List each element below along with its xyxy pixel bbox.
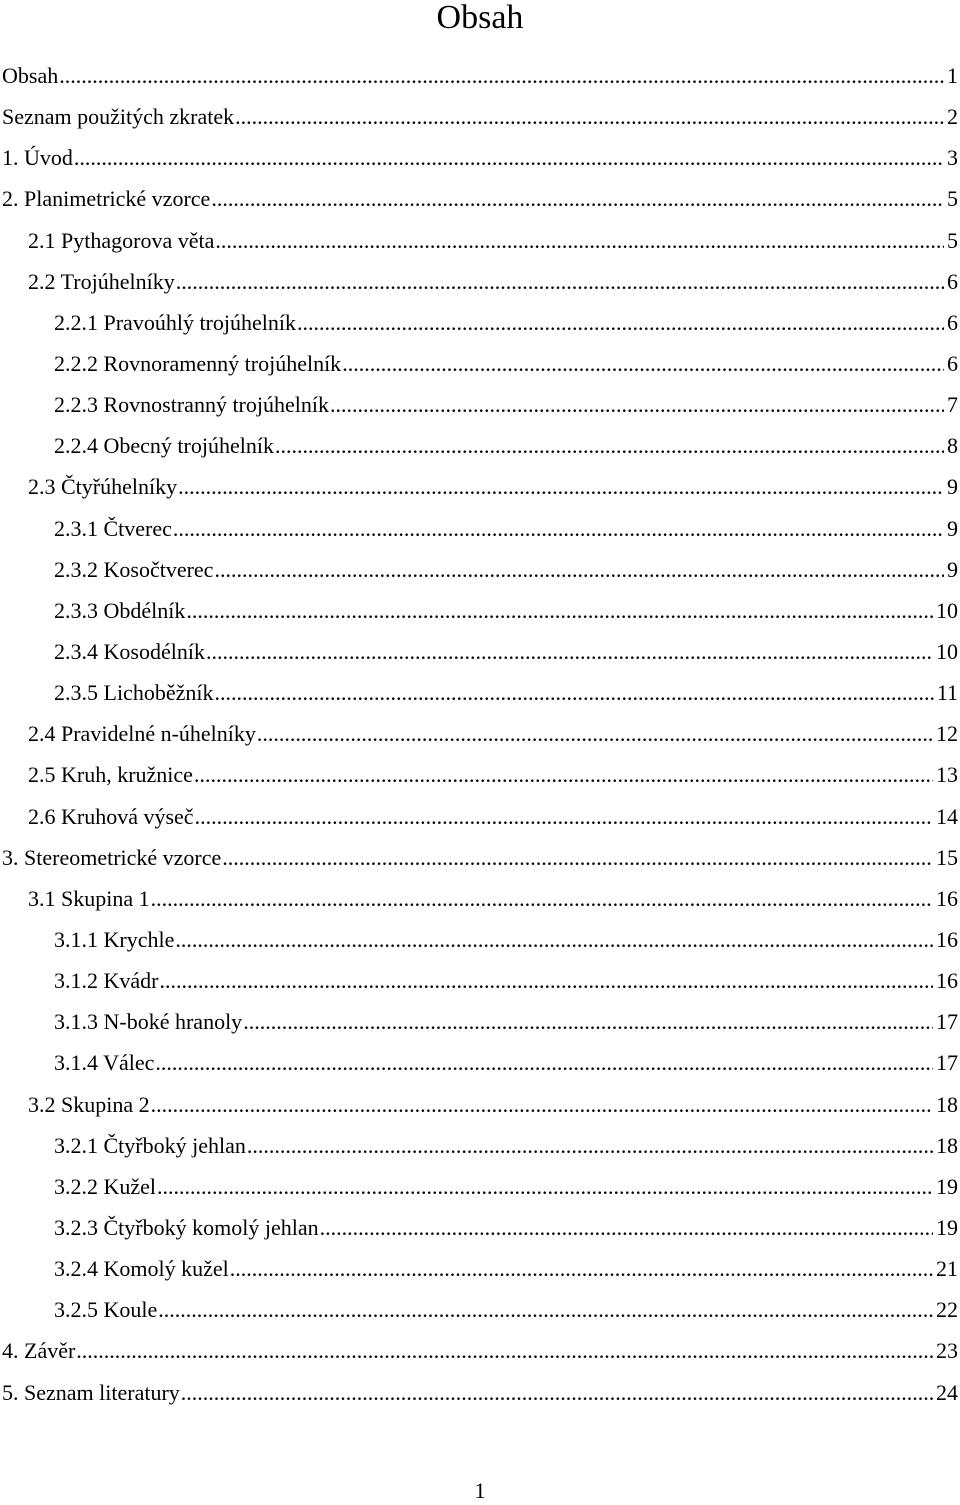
toc-entry[interactable]: [0, 261, 960, 302]
toc-entry-page: 3: [947, 145, 958, 171]
toc-leader-dots: [320, 1215, 933, 1241]
toc-entry-label: 3.1.2 Kvádr: [54, 968, 159, 994]
toc-entry-label: 4. Závěr: [2, 1338, 76, 1364]
toc-entry-page: 15: [936, 844, 958, 870]
toc-entry[interactable]: [0, 1248, 960, 1289]
toc-entry-page: 19: [936, 1173, 958, 1199]
toc-entry-label: 2. Planimetrické vzorce: [2, 186, 211, 212]
toc-entry-label: 2.2.3 Rovnostranný trojúhelník: [54, 392, 329, 418]
toc-entry-label: Obsah: [2, 63, 59, 88]
toc-entry[interactable]: [0, 1125, 960, 1166]
toc-entry-label: 3.2 Skupina 2: [28, 1091, 150, 1117]
toc-entry[interactable]: [0, 1207, 960, 1248]
toc-leader-dots: [230, 1256, 933, 1282]
toc-leader-dots: [157, 1174, 933, 1200]
toc-entry-label: 2.3.4 Kosodélník: [54, 638, 205, 664]
toc-entry[interactable]: [0, 384, 960, 425]
toc-entry-page: 9: [947, 474, 958, 500]
toc-entry-page: 9: [947, 515, 958, 541]
toc-entry-label: 2.2 Trojúhelníky: [28, 268, 175, 294]
toc-entry[interactable]: [0, 837, 960, 878]
toc-leader-dots: [275, 433, 944, 459]
toc-entry[interactable]: [0, 178, 960, 219]
toc-entry-label: 2.4 Pravidelné n-úhelníky: [28, 721, 256, 747]
toc-entry-page: 24: [936, 1379, 958, 1405]
toc-entry-page: 5: [947, 227, 958, 253]
toc-leader-dots: [159, 968, 933, 994]
toc-entry-page: 6: [947, 309, 958, 335]
toc-leader-dots: [176, 269, 944, 295]
toc-entry-label: 5. Seznam literatury: [2, 1379, 180, 1405]
toc-entry-label: 2.2.4 Obecný trojúhelník: [54, 433, 274, 459]
toc-entry-page: 6: [947, 350, 958, 376]
toc-leader-dots: [74, 145, 944, 171]
toc-leader-dots: [330, 392, 944, 418]
toc-entry[interactable]: [0, 1289, 960, 1330]
toc-entry-page: 2: [947, 104, 958, 130]
toc-entry-label: 2.3.1 Čtverec: [54, 515, 172, 541]
toc-leader-dots: [222, 845, 933, 871]
toc-entry-label: 2.3.5 Lichoběžník: [54, 680, 214, 706]
toc-entry[interactable]: [0, 1042, 960, 1083]
toc-entry-label: 3.1.1 Krychle: [54, 926, 175, 952]
toc-leader-dots: [194, 762, 933, 788]
toc-entry-page: 21: [936, 1256, 958, 1282]
toc-entry[interactable]: [0, 302, 960, 343]
toc-entry-label: 3.1.3 N-boké hranoly: [54, 1009, 243, 1035]
toc-entry-page: 16: [936, 885, 958, 911]
page-number: 1: [474, 1478, 486, 1503]
toc-entry-label: 1. Úvod: [2, 145, 73, 171]
toc-entry[interactable]: [0, 137, 960, 178]
toc-entry-page: 1: [947, 63, 958, 88]
toc-leader-dots: [342, 351, 944, 377]
toc-entry[interactable]: [0, 672, 960, 713]
toc-entry[interactable]: [0, 1330, 960, 1371]
toc-entry-label: 2.3 Čtyřúhelníky: [28, 474, 178, 500]
toc-entry[interactable]: [0, 343, 960, 384]
toc-leader-dots: [155, 1050, 933, 1076]
toc-entry-label: 3.1 Skupina 1: [28, 885, 150, 911]
toc-entry-page: 12: [936, 721, 958, 747]
toc-entry-page: 17: [936, 1050, 958, 1076]
toc-entry-page: 19: [936, 1214, 958, 1240]
toc-entry-page: 10: [936, 638, 958, 664]
toc-entry-label: 2.5 Kruh, kružnice: [28, 762, 193, 788]
toc-entry[interactable]: [0, 1166, 960, 1207]
toc-entry-label: 2.3.2 Kosočtverec: [54, 556, 214, 582]
toc-entry-page: 6: [947, 268, 958, 294]
toc-entry-page: 16: [936, 968, 958, 994]
toc-entry[interactable]: [0, 631, 960, 672]
toc-entry[interactable]: [0, 1001, 960, 1042]
toc-entry-label: 3.2.1 Čtyřboký jehlan: [54, 1132, 246, 1158]
toc-entry[interactable]: [0, 796, 960, 837]
toc-entry-label: 3.1.4 Válec: [54, 1050, 155, 1076]
toc-entry[interactable]: [0, 220, 960, 261]
toc-entry[interactable]: [0, 1084, 960, 1125]
toc-entry-label: 2.1 Pythagorova věta: [28, 227, 215, 253]
toc-leader-dots: [257, 721, 933, 747]
toc-entry[interactable]: [0, 55, 960, 96]
toc-entry-page: 9: [947, 556, 958, 582]
toc-entry-label: 2.3.3 Obdélník: [54, 597, 186, 623]
toc-entry-label: 3.2.5 Koule: [54, 1297, 158, 1323]
toc-leader-dots: [186, 598, 933, 624]
toc-entry-page: 5: [947, 186, 958, 212]
toc-entry-page: 7: [947, 392, 958, 418]
toc-entry-label: 2.2.2 Rovnoramenný trojúhelník: [54, 350, 342, 376]
toc-leader-dots: [59, 63, 944, 89]
toc-leader-dots: [158, 1297, 933, 1323]
toc-entry-label: 3.2.2 Kužel: [54, 1173, 157, 1199]
toc-leader-dots: [175, 927, 933, 953]
toc-entry[interactable]: [0, 466, 960, 507]
toc-leader-dots: [211, 186, 944, 212]
toc-leader-dots: [181, 1380, 933, 1406]
toc-leader-dots: [297, 310, 944, 336]
toc-leader-dots: [214, 680, 933, 706]
page-title: Obsah: [436, 0, 524, 36]
toc-entry[interactable]: [0, 590, 960, 631]
toc-leader-dots: [206, 639, 933, 665]
toc-leader-dots: [151, 1092, 933, 1118]
toc-leader-dots: [151, 886, 933, 912]
toc-entry[interactable]: [0, 1372, 960, 1413]
toc-entry-page: 8: [947, 433, 958, 459]
toc-entry-page: 11: [936, 680, 958, 706]
toc-leader-dots: [173, 516, 944, 542]
toc-entry-page: 18: [936, 1091, 958, 1117]
toc-entry-label: 3.2.3 Čtyřboký komolý jehlan: [54, 1214, 319, 1240]
toc-leader-dots: [243, 1009, 933, 1035]
toc-entry-page: 17: [936, 1009, 958, 1035]
toc-entry-page: 23: [936, 1338, 958, 1364]
toc-entry-page: 10: [936, 597, 958, 623]
toc-entry[interactable]: [0, 960, 960, 1001]
toc-entry[interactable]: [0, 425, 960, 466]
toc-entry-page: 22: [936, 1297, 958, 1323]
toc-entry-page: 18: [936, 1132, 958, 1158]
toc-entry[interactable]: [0, 878, 960, 919]
toc-entry-label: 3.2.4 Komolý kužel: [54, 1256, 229, 1282]
toc-entry[interactable]: [0, 713, 960, 754]
toc-entry-page: 16: [936, 926, 958, 952]
toc-entry[interactable]: [0, 508, 960, 549]
toc-leader-dots: [178, 474, 944, 500]
toc-leader-dots: [235, 104, 944, 130]
toc-entry[interactable]: [0, 919, 960, 960]
toc-leader-dots: [247, 1133, 933, 1159]
toc-entry-label: 2.2.1 Pravoúhlý trojúhelník: [54, 309, 296, 335]
toc-entry[interactable]: [0, 96, 960, 137]
toc-entry-label: Seznam použitých zkratek: [2, 104, 235, 130]
toc-entry[interactable]: [0, 549, 960, 590]
toc-entry-page: 14: [936, 803, 958, 829]
toc-entry-label: 3. Stereometrické vzorce: [2, 844, 222, 870]
toc-entry-label: 2.6 Kruhová výseč: [28, 803, 194, 829]
toc-leader-dots: [214, 557, 944, 583]
toc-entry-page: 13: [936, 762, 958, 788]
table-of-contents: [0, 55, 960, 1413]
toc-entry[interactable]: [0, 754, 960, 795]
toc-leader-dots: [195, 804, 933, 830]
toc-leader-dots: [215, 228, 944, 254]
toc-leader-dots: [76, 1338, 933, 1364]
